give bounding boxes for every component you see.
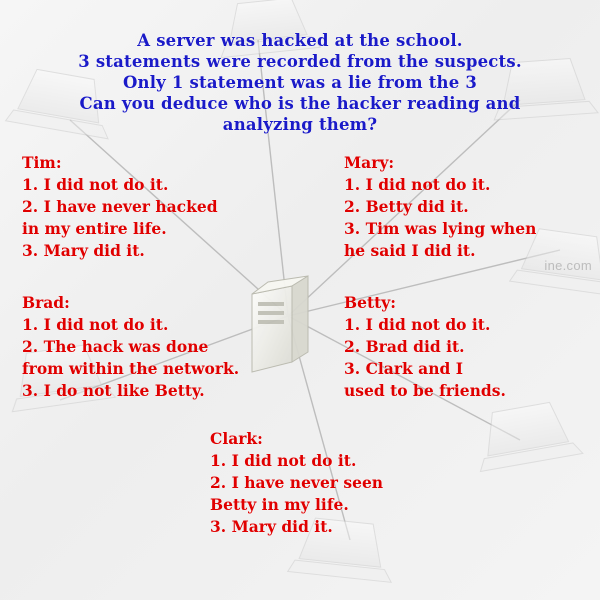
suspect-betty-line-2: 2. Brad did it. — [344, 337, 465, 356]
suspect-betty-line-3: 3. Clark and I — [344, 359, 463, 378]
suspect-tim-line-3: in my entire life. — [22, 219, 167, 238]
suspect-name-tim: Tim: — [22, 153, 62, 172]
suspect-mary-line-3: 3. Tim was lying when — [344, 219, 537, 238]
suspect-clark-line-3: Betty in my life. — [210, 495, 349, 514]
suspect-block-mary — [344, 152, 594, 262]
watermark: ine.com — [544, 258, 592, 273]
title-line-5: analyzing them? — [222, 115, 378, 134]
suspect-block-brad — [22, 292, 312, 402]
suspect-brad-line-1: 1. I did not do it. — [22, 315, 169, 334]
suspect-betty-line-1: 1. I did not do it. — [344, 315, 491, 334]
suspect-tim-line-4: 3. Mary did it. — [22, 241, 145, 260]
suspect-name-clark: Clark: — [210, 429, 263, 448]
suspect-name-mary: Mary: — [344, 153, 395, 172]
suspect-brad-line-4: 3. I do not like Betty. — [22, 381, 205, 400]
suspect-mary-line-1: 1. I did not do it. — [344, 175, 491, 194]
title-line-2: 3 statements were recorded from the suspects. — [78, 52, 522, 71]
title-line-3: Only 1 statement was a lie from the 3 — [122, 73, 478, 92]
suspect-tim-line-1: 1. I did not do it. — [22, 175, 169, 194]
suspect-block-betty — [344, 292, 594, 402]
puzzle-title — [28, 30, 572, 135]
title-line-1: A server was hacked at the school. — [137, 31, 463, 50]
suspect-name-betty: Betty: — [344, 293, 397, 312]
suspect-brad-line-2: 2. The hack was done — [22, 337, 209, 356]
title-line-4: Can you deduce who is the hacker reading and — [79, 94, 521, 113]
suspect-block-clark — [210, 428, 460, 538]
suspect-betty-line-4: used to be friends. — [344, 381, 506, 400]
suspect-mary-line-2: 2. Betty did it. — [344, 197, 469, 216]
suspect-clark-line-1: 1. I did not do it. — [210, 451, 357, 470]
suspect-clark-line-2: 2. I have never seen — [210, 473, 384, 492]
suspect-tim-line-2: 2. I have never hacked — [22, 197, 218, 216]
suspect-brad-line-3: from within the network. — [22, 359, 240, 378]
suspect-block-tim — [22, 152, 272, 262]
suspect-mary-line-4: he said I did it. — [344, 241, 476, 260]
suspect-name-brad: Brad: — [22, 293, 70, 312]
suspect-clark-line-4: 3. Mary did it. — [210, 517, 333, 536]
